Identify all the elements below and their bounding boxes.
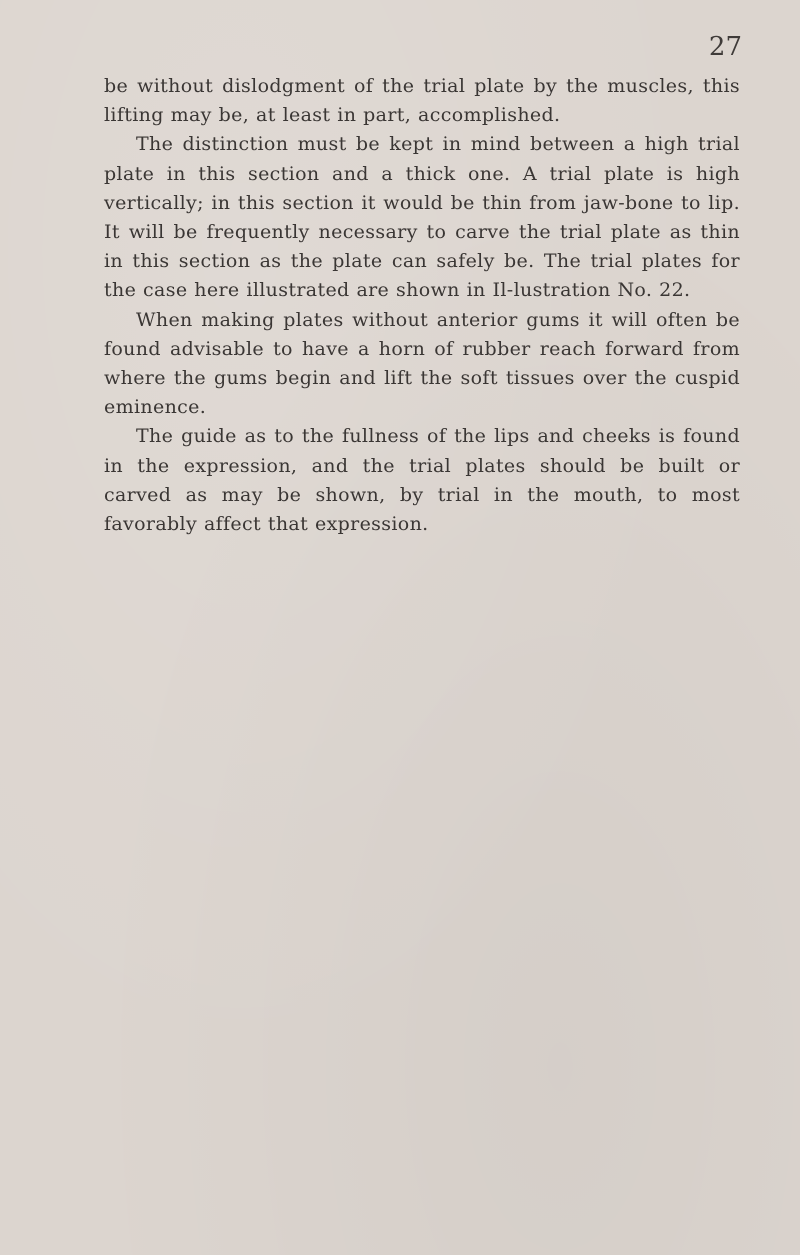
page-number: 27	[708, 32, 742, 62]
paragraph-distinction: The distinction must be kept in mind between a high trial plate in this section and a thick one. A trial plate is high vertically; in this section it would be thin from jaw-bone to lip. It will be frequently necessary to carve the trial plate as thin in this section as the plate can safely be. The trial plates for the case here illustrated are shown in Il-lustration No. 22.	[104, 133, 740, 302]
paragraph-expression-guide: The guide as to the fullness of the lips and cheeks is found in the expression, and the trial plates should be built or carved as may be shown, by trial in the mouth, to most favorably affect that expression.	[104, 425, 740, 536]
paragraph-continuation: be without dislodgment of the trial plate by the muscles, this lifting may be, at least in part, accomplished.	[104, 75, 740, 127]
page-body-text	[104, 72, 740, 539]
paragraph-anterior-gums: When making plates without anterior gums it will often be found advisable to have a horn of rubber reach forward from where the gums begin and lift the soft tissues over the cuspid eminence.	[104, 308, 740, 419]
